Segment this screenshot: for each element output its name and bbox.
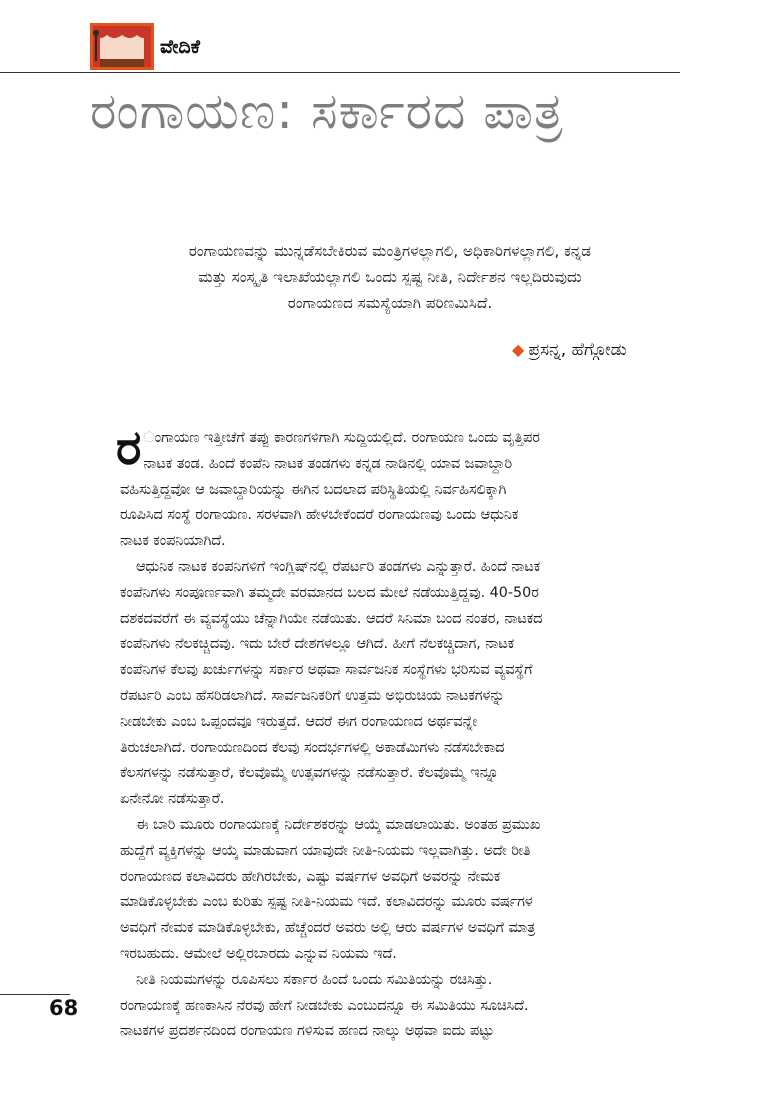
body-line: ಈ ಬಾರಿ ಮೂರು ರಂಗಾಯಣಕ್ಕೆ ನಿರ್ದೇಶಕರನ್ನು ಆಯ್ಕೆ ಮಾಡಲಾಯಿತು. ಅಂತಹ ಪ್ರಮುಖ [136, 816, 541, 833]
theatre-stage-icon [90, 23, 154, 70]
lead-line: ರಂಗಾಯಣದ ಸಮಸ್ಯೆಯಾಗಿ ಪರಿಣಮಿಸಿದೆ. [287, 294, 493, 312]
body-line: ಮಾಡಿಕೊಳ್ಳಬೇಕು ಎಂಬ ಕುರಿತು ಸ್ಪಷ್ಟ ನೀತಿ-ನಿಯಮ ಇದೆ. ಕಲಾವಿದರನ್ನು ಮೂರು ವರ್ಷಗಳ [120, 894, 533, 911]
lead-line: ರಂಗಾಯಣವನ್ನು ಮುನ್ನಡೆಸಬೇಕಿರುವ ಮಂತ್ರಿಗಳಲ್ಲಾಗಲಿ, ಅಧಿಕಾರಿಗಳಲ್ಲಾಗಲಿ, ಕನ್ನಡ [188, 242, 592, 260]
body-line: ಕಂಪೆನಿಗಳು ಸಂಪೂರ್ಣವಾಗಿ ತಮ್ಮದೇ ವರಮಾನದ ಬಲದ ಮೇಲೆ ನಡೆಯುತ್ತಿದ್ದವು. 40-50ರ [120, 584, 539, 601]
author-byline [512, 340, 627, 360]
body-line: ಕಂಪೆನಿಗಳು ನೆಲಕಚ್ಚಿದವು. ಇದು ಬೇರೆ ದೇಶಗಳಲ್ಲೂ ಆಗಿದೆ. ಹೀಗೆ ನೆಲಕಚ್ಚಿದಾಗ, ನಾಟಕ [120, 636, 515, 653]
body-line: ಂಗಾಯಣ ಇತ್ತೀಚೆಗೆ ತಪ್ಪು ಕಾರಣಗಳಿಗಾಗಿ ಸುದ್ದಿಯಲ್ಲಿದೆ. ರಂಗಾಯಣ ಒಂದು ವೃತ್ತಿಪರ [143, 430, 540, 446]
body-line: ಏನೇನೋ ನಡೆಸುತ್ತಾರೆ. [120, 791, 225, 808]
body-line: ನಾಟಕ ಕಂಪನಿಯಾಗಿದೆ. [120, 533, 226, 550]
body-line: ನೀತಿ ನಿಯಮಗಳನ್ನು ರೂಪಿಸಲು ಸರ್ಕಾರ ಹಿಂದೆ ಒಂದು ಸಮಿತಿಯನ್ನು ರಚಿಸಿತ್ತು. [136, 971, 493, 988]
body-line: ರಂಗಾಯಣಕ್ಕೆ ಹಣಕಾಸಿನ ನೆರವು ಹೇಗೆ ನೀಡಬೇಕು ಎಂಬುದನ್ನೂ ಈ ಸಮಿತಿಯು ಸೂಚಿಸಿದೆ. [120, 997, 529, 1014]
paragraph [116, 420, 680, 555]
body-line: ವಹಿಸುತ್ತಿದ್ದವೋ ಆ ಜವಾಬ್ದಾರಿಯನ್ನು ಈಗಿನ ಬದಲಾದ ಪರಿಸ್ಥಿತಿಯಲ್ಲಿ ನಿರ್ವಹಿಸಲಿಕ್ಕಾಗಿ [120, 481, 507, 498]
article-body [116, 420, 680, 1045]
body-line: ನಾಟಕ ತಂಡ. ಹಿಂದೆ ಕಂಪೆನಿ ನಾಟಕ ತಂಡಗಳು ಕನ್ನಡ ನಾಡಿನಲ್ಲಿ ಯಾವ ಜವಾಬ್ದಾರಿ [143, 455, 513, 472]
header-divider [0, 72, 680, 73]
body-line: ರಂಗಾಯಣದ ಕಲಾವಿದರು ಹೇಗಿರಬೇಕು, ಎಷ್ಟು ವರ್ಷಗಳ ಅವಧಿಗೆ ಅವರನ್ನು ನೇಮಕ [120, 868, 501, 885]
body-line: ದಶಕದವರೆಗೆ ಈ ವ್ಯವಸ್ಥೆಯು ಚೆನ್ನಾಗಿಯೇ ನಡೆಯಿತು. ಆದರೆ ಸಿನಿಮಾ ಬಂದ ನಂತರ, ನಾಟಕದ [120, 610, 543, 627]
body-line: ಕೆಲಸಗಳನ್ನು ನಡೆಸುತ್ತಾರೆ, ಕೆಲವೊಮ್ಮೆ ಉತ್ಸವಗಳನ್ನು ನಡೆಸುತ್ತಾರೆ. ಕೆಲವೊಮ್ಮೆ ಇನ್ನೂ [120, 765, 499, 782]
body-line: ತಿರುಚಲಾಗಿದೆ. ರಂಗಾಯಣದಿಂದ ಕೆಲವು ಸಂದರ್ಭಗಳಲ್ಲಿ ಅಕಾಡೆಮಿಗಳು ನಡೆಸಬೇಕಾದ [120, 739, 505, 756]
paragraph [120, 968, 680, 1045]
article-title: ರಂಗಾಯಣ: ಸರ್ಕಾರದ ಪಾತ್ರ [90, 82, 564, 140]
body-line: ಹುದ್ದೆಗೆ ವ್ಯಕ್ತಿಗಳನ್ನು ಆಯ್ಕೆ ಮಾಡುವಾಗ ಯಾವುದೇ ನೀತಿ-ನಿಯಮ ಇಲ್ಲವಾಗಿತ್ತು. ಅದೇ ರೀತಿ [120, 842, 531, 859]
paragraph [120, 555, 680, 813]
page-number: 68 [49, 996, 79, 1020]
paragraph [120, 813, 680, 968]
author-name: ಪ್ರಸನ್ನ, ಹೆಗ್ಗೋಡು [528, 340, 627, 360]
body-line: ಇರಬಹುದು. ಆಮೇಲೆ ಅಲ್ಲಿರಬಾರದು ಎನ್ನುವ ನಿಯಮ ಇದೆ. [120, 945, 397, 962]
diamond-bullet-icon: ◆ [512, 340, 525, 359]
footer-divider [0, 994, 70, 995]
body-line: ನಾಟಕಗಳ ಪ್ರದರ್ಶನದಿಂದ ರಂಗಾಯಣ ಗಳಿಸುವ ಹಣದ ನಾಲ್ಕು ಅಥವಾ ಐದು ಪಟ್ಟು [120, 1023, 495, 1040]
body-line: ರೆಪರ್ಟರಿ ಎಂಬ ಹೆಸರಿಡಲಾಗಿದೆ. ಸಾರ್ವಜನಿಕರಿಗೆ ಉತ್ತಮ ಅಭಿರುಚಿಯ ನಾಟಕಗಳನ್ನು [120, 687, 505, 704]
section-name: ವೇದಿಕೆ [160, 36, 201, 58]
body-line: ಆಧುನಿಕ ನಾಟಕ ಕಂಪನಿಗಳಿಗೆ ಇಂಗ್ಲಿಷ್‌ನಲ್ಲಿ ರೆಪರ್ಟರಿ ತಂಡಗಳು ಎನ್ನುತ್ತಾರೆ. ಹಿಂದೆ ನಾಟಕ [136, 558, 541, 575]
drop-cap: ರ [116, 420, 142, 476]
body-line: ಅವಧಿಗೆ ನೇಮಕ ಮಾಡಿಕೊಳ್ಳಬೇಕು, ಹೆಚ್ಚೆಂದರೆ ಅವರು ಅಲ್ಲಿ ಆರು ವರ್ಷಗಳ ಅವಧಿಗೆ ಮಾತ್ರ [120, 920, 536, 937]
body-line: ನೀಡಬೇಕು ಎಂಬ ಒಪ್ಪಂದವೂ ಇರುತ್ತದೆ. ಆದರೆ ಈಗ ರಂಗಾಯಣದ ಅರ್ಥವನ್ನೇ [120, 713, 478, 730]
body-line: ಕಂಪೆನಿಗಳ ಕೆಲವು ಖರ್ಚುಗಳನ್ನು ಸರ್ಕಾರ ಅಥವಾ ಸಾರ್ವಜನಿಕ ಸಂಸ್ಥೆಗಳು ಭರಿಸುವ ವ್ಯವಸ್ಥೆಗೆ [120, 662, 533, 679]
article-lead [100, 238, 680, 316]
lead-line: ಮತ್ತು ಸಂಸ್ಕೃತಿ ಇಲಾಖೆಯಲ್ಲಾಗಲಿ ಒಂದು ಸ್ಪಷ್ಟ ನೀತಿ, ನಿರ್ದೇಶನ ಇಲ್ಲದಿರುವುದು [198, 268, 582, 286]
body-line: ರೂಪಿಸಿದ ಸಂಸ್ಥೆ ರಂಗಾಯಣ. ಸರಳವಾಗಿ ಹೇಳಬೇಕೆಂದರೆ ರಂಗಾಯಣವು ಒಂದು ಆಧುನಿಕ [120, 507, 519, 524]
